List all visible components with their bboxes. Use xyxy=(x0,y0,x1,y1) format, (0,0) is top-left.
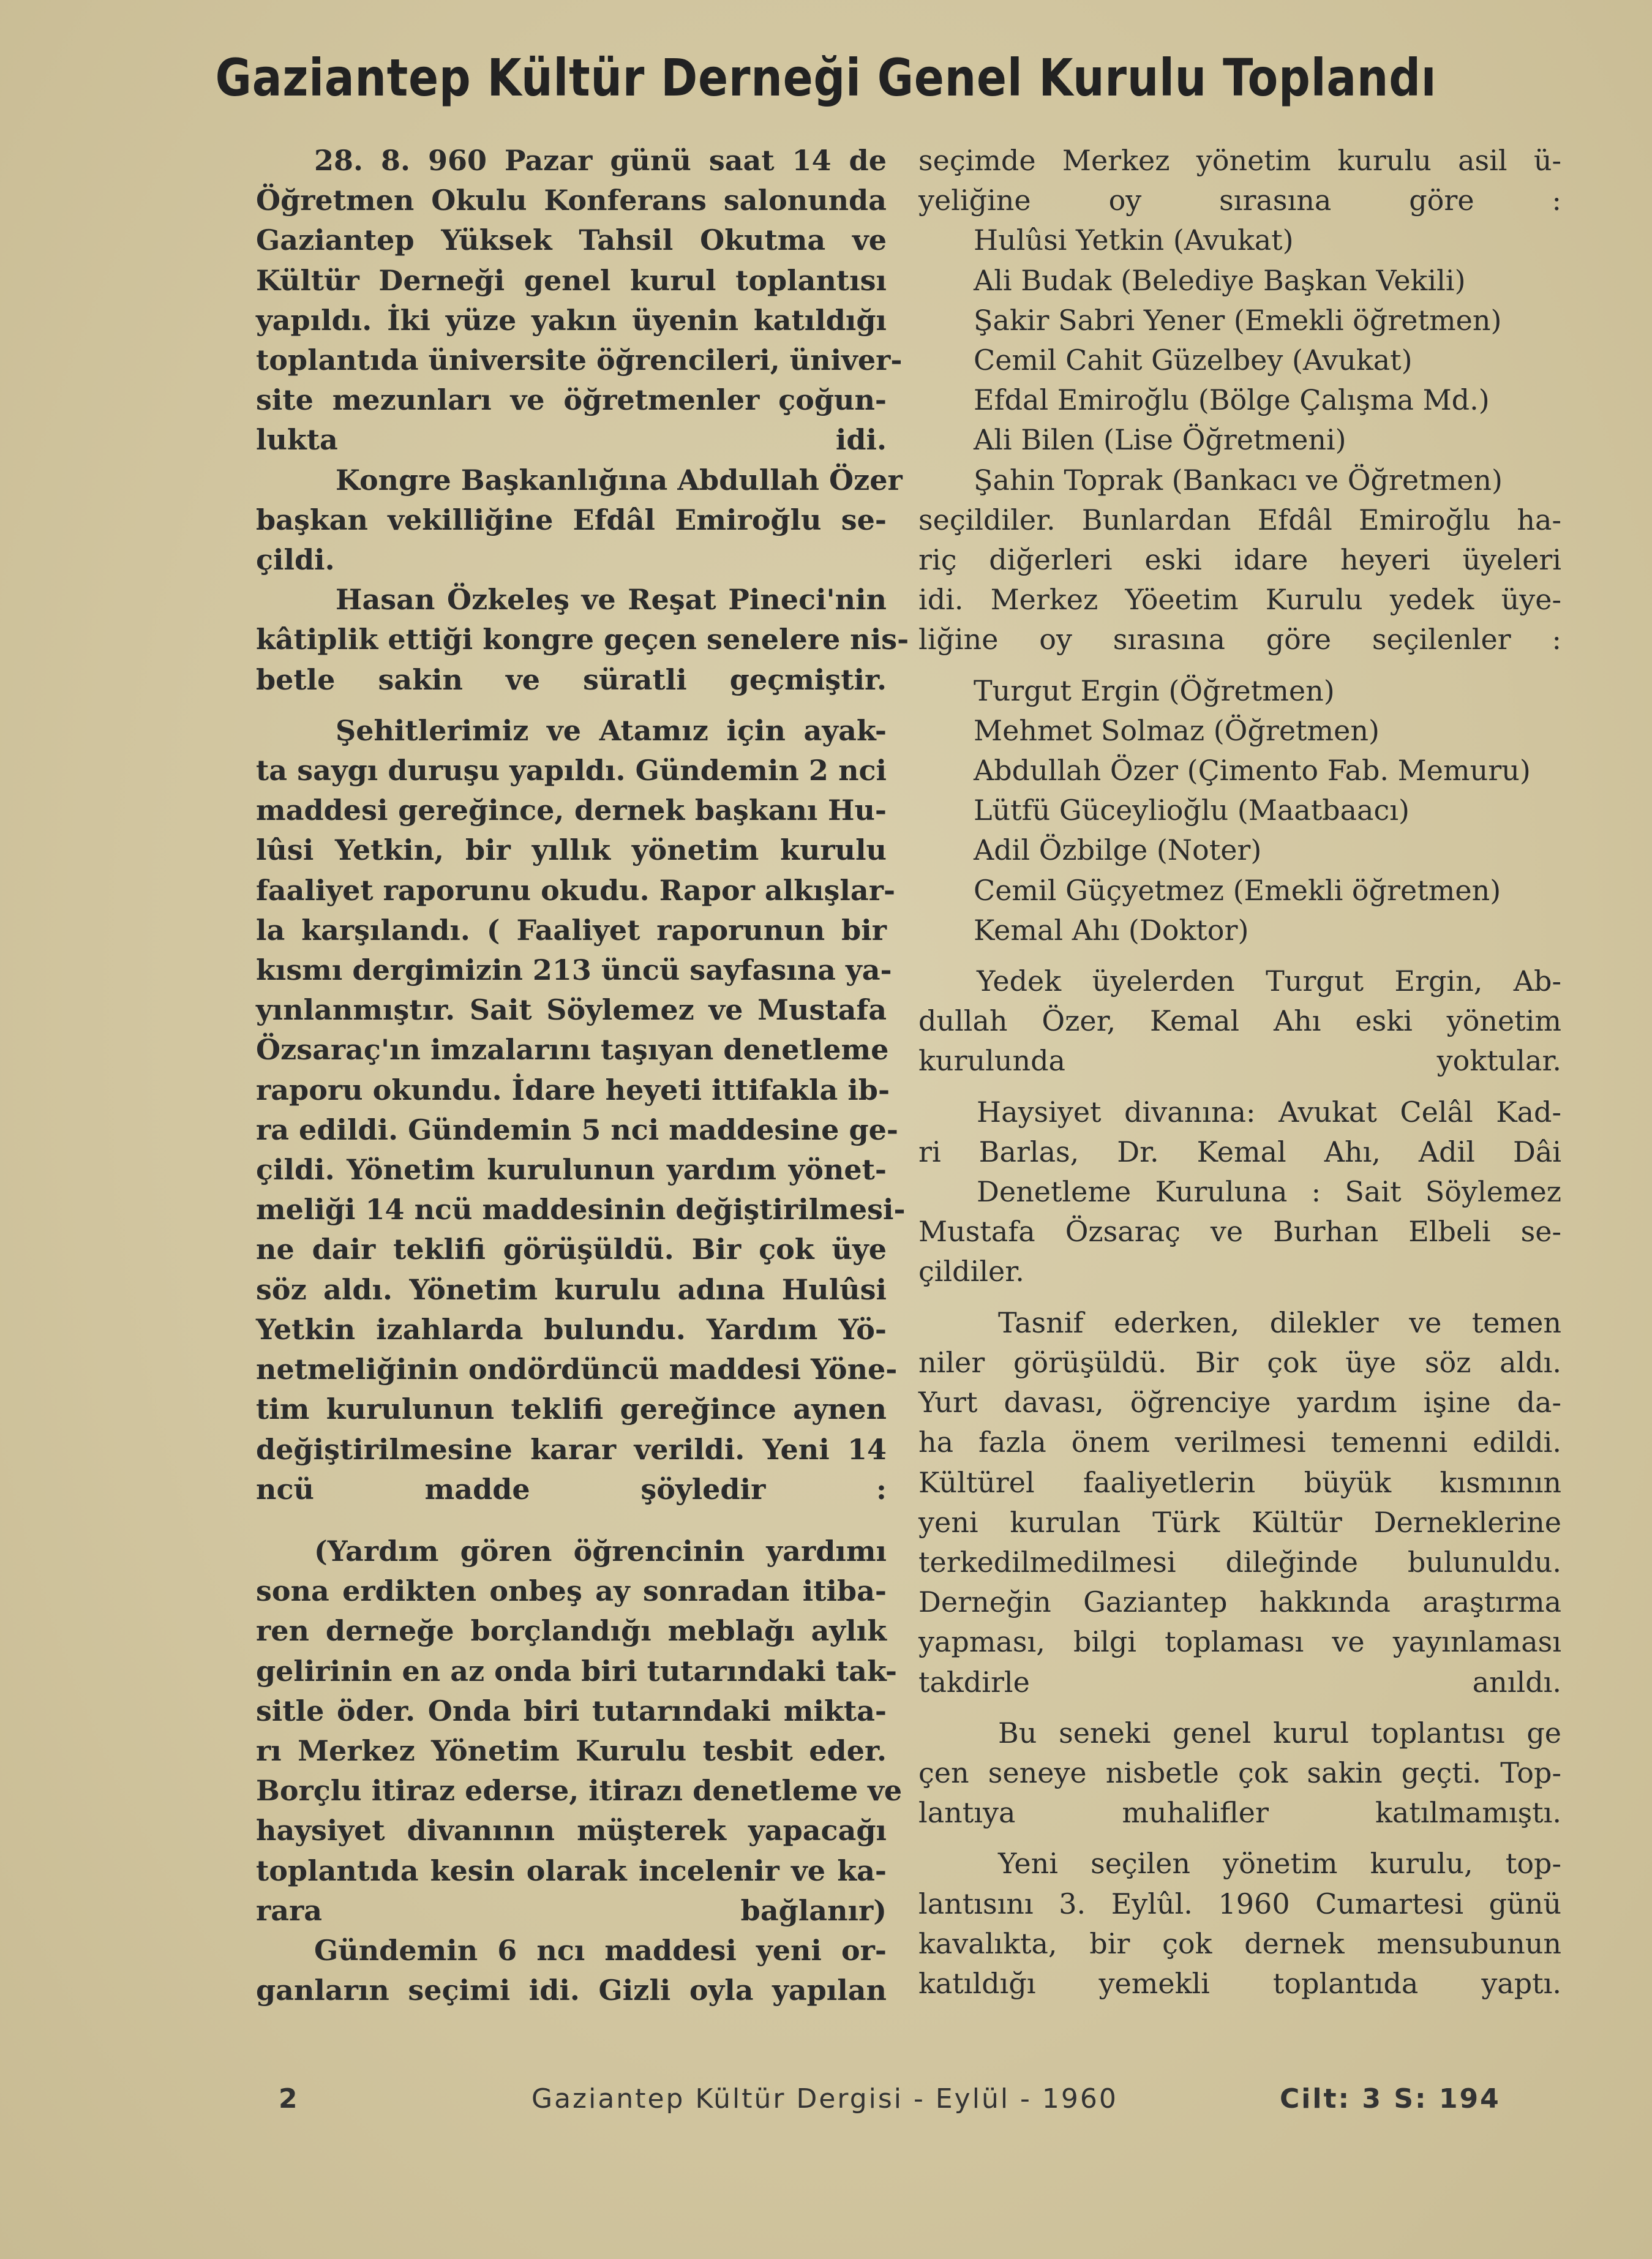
text-line: Yeni seçilen yönetim kurulu, top- xyxy=(998,1847,1561,1881)
text-line: Gündemin 6 ncı maddesi yeni or- xyxy=(314,1933,887,1967)
text-line: çildi. Yönetim kurulunun yardım yönet- xyxy=(256,1153,887,1187)
text-line: Yurt davası, öğrenciye yardım işine da- xyxy=(918,1386,1561,1419)
text-line: ta saygı duruşu yapıldı. Gündemin 2 nci xyxy=(256,754,887,787)
text-line: liğine oy sırasına göre seçilenler : xyxy=(918,623,1561,656)
text-line: Abdullah Özer (Çimento Fab. Memuru) xyxy=(974,754,1531,787)
text-line: la karşılandı. ( Faaliyet raporunun bir xyxy=(256,913,887,947)
text-line: Haysiyet divanına: Avukat Celâl Kad- xyxy=(977,1095,1561,1129)
text-line: maddesi gereğince, dernek başkanı Hu- xyxy=(256,794,887,827)
text-line: Yedek üyelerden Turgut Ergin, Ab- xyxy=(977,964,1561,998)
text-line: kısmı dergimizin 213 üncü sayfasına ya- xyxy=(256,953,892,987)
text-line: seçimde Merkez yönetim kurulu asil ü- xyxy=(918,144,1561,177)
text-line: Borçlu itiraz ederse, itirazı denetleme ve xyxy=(256,1774,903,1808)
text-line: Ali Bilen (Lise Öğretmeni) xyxy=(974,423,1346,457)
text-line: Şakir Sabri Yener (Emekli öğretmen) xyxy=(974,303,1502,337)
journal-name: Gaziantep Kültür Dergisi - Eylül - 1960 xyxy=(531,2083,1118,2114)
text-line: dullah Özer, Kemal Ahı eski yönetim xyxy=(918,1004,1561,1038)
text-line: Hulûsi Yetkin (Avukat) xyxy=(974,224,1294,257)
text-line: 28. 8. 960 Pazar günü saat 14 de xyxy=(314,144,887,177)
article-title: Gaziantep Kültür Derneği Genel Kurulu Toplandı xyxy=(215,48,1437,108)
text-line: Mustafa Özsaraç ve Burhan Elbeli se- xyxy=(918,1215,1561,1249)
text-line: rı Merkez Yönetim Kurulu tesbit eder. xyxy=(256,1734,887,1767)
text-line: ganların seçimi idi. Gizli oyla yapılan xyxy=(256,1974,887,2007)
text-line: betle sakin ve süratli geçmiştir. xyxy=(256,663,887,696)
text-line: takdirle anıldı. xyxy=(918,1665,1561,1699)
text-line: toplantıda üniversite öğrencileri, üniver- xyxy=(256,344,903,377)
text-line: haysiyet divanının müşterek yapacağı xyxy=(256,1814,887,1847)
text-line: gelirinin en az onda biri tutarındaki tak- xyxy=(256,1654,897,1688)
text-line: Efdal Emiroğlu (Bölge Çalışma Md.) xyxy=(974,383,1490,417)
text-line: Cemil Güçyetmez (Emekli öğretmen) xyxy=(974,873,1501,907)
text-line: lukta idi. xyxy=(256,423,887,457)
text-line: çildi. xyxy=(256,543,335,577)
text-line: katıldığı yemekli toplantıda yaptı. xyxy=(918,1966,1561,2000)
text-line: rara bağlanır) xyxy=(256,1893,887,1927)
text-line: çen seneye nisbetle çok sakin geçti. Top- xyxy=(918,1756,1561,1789)
text-line: sona erdikten onbeş ay sonradan itiba- xyxy=(256,1574,887,1608)
text-line: Tasnif ederken, dilekler ve temen xyxy=(998,1306,1561,1339)
text-line: faaliyet raporunu okudu. Rapor alkışlar- xyxy=(256,873,896,907)
text-line: Yetkin izahlarda bulundu. Yardım Yö- xyxy=(256,1312,887,1346)
text-line: kurulunda yoktular. xyxy=(918,1044,1561,1078)
text-line: Bu seneki genel kurul toplantısı ge xyxy=(998,1716,1561,1750)
text-line: Ali Budak (Belediye Başkan Vekili) xyxy=(974,263,1466,297)
left-column xyxy=(256,141,909,2010)
text-line: Gaziantep Yüksek Tahsil Okutma ve xyxy=(256,224,887,257)
text-line: yapıldı. İki yüze yakın üyenin katıldığı xyxy=(256,303,887,337)
text-line: lantıya muhalifler katılmamıştı. xyxy=(918,1796,1561,1830)
text-line: niler görüşüldü. Bir çok üye söz aldı. xyxy=(918,1345,1561,1379)
page-number: 2 xyxy=(279,2083,299,2114)
text-line: ha fazla önem verilmesi temenni edildi. xyxy=(918,1426,1561,1459)
text-line: Cemil Cahit Güzelbey (Avukat) xyxy=(974,344,1413,377)
text-line: Turgut Ergin (Öğretmen) xyxy=(974,674,1335,707)
page-footer xyxy=(0,2083,1652,2120)
text-line: raporu okundu. İdare heyeti ittifakla ib- xyxy=(256,1073,890,1107)
text-line: lantısını 3. Eylûl. 1960 Cumartesi günü xyxy=(918,1887,1561,1920)
text-line: ncü madde şöyledir : xyxy=(256,1472,887,1506)
text-line: Şahin Toprak (Bankacı ve Öğretmen) xyxy=(974,463,1503,497)
text-line: yeni kurulan Türk Kültür Derneklerine xyxy=(918,1505,1561,1539)
text-line: Kültür Derneği genel kurul toplantısı xyxy=(256,263,887,297)
text-line: Özsaraç'ın imzalarını taşıyan denetleme xyxy=(256,1033,889,1067)
text-line: Kongre Başkanlığına Abdullah Özer xyxy=(336,463,903,497)
text-line: Kültürel faaliyetlerin büyük kısmının xyxy=(918,1465,1561,1499)
text-line: Şehitlerimiz ve Atamız için ayak- xyxy=(336,713,887,747)
text-line: toplantıda kesin olarak incelenir ve ka- xyxy=(256,1854,887,1887)
text-line: yınlanmıştır. Sait Söylemez ve Mustafa xyxy=(256,993,887,1027)
text-line: Hasan Özkeleş ve Reşat Pineci'nin xyxy=(336,583,887,617)
text-line: çildiler. xyxy=(918,1255,1024,1288)
text-line: terkedilmedilmesi dileğinde bulunuldu. xyxy=(918,1545,1561,1579)
text-line: Öğretmen Okulu Konferans salonunda xyxy=(256,184,887,217)
text-line: kavalıkta, bir çok dernek mensubunun xyxy=(918,1926,1561,1960)
text-line: Lütfü Güceylioğlu (Maatbaacı) xyxy=(974,794,1410,827)
text-line: (Yardım gören öğrencinin yardımı xyxy=(314,1534,887,1568)
text-line: değiştirilmesine karar verildi. Yeni 14 xyxy=(256,1432,887,1466)
text-line: Mehmet Solmaz (Öğretmen) xyxy=(974,713,1380,747)
text-line: ra edildi. Gündemin 5 nci maddesine ge- xyxy=(256,1113,898,1146)
text-line: Adil Özbilge (Noter) xyxy=(974,833,1262,867)
text-line: meliği 14 ncü maddesinin değiştirilmesi- xyxy=(256,1193,906,1227)
text-line: ne dair teklifi görüşüldü. Bir çok üye xyxy=(256,1233,887,1266)
text-line: riç diğerleri eski idare heyeri üyeleri xyxy=(918,543,1561,577)
text-line: söz aldı. Yönetim kurulu adına Hulûsi xyxy=(256,1272,887,1306)
text-line: Denetleme Kuruluna : Sait Söylemez xyxy=(977,1175,1561,1209)
text-line: Kemal Ahı (Doktor) xyxy=(974,913,1249,947)
text-line: sitle öder. Onda biri tutarındaki mikta- xyxy=(256,1694,887,1727)
text-line: seçildiler. Bunlardan Efdâl Emiroğlu ha- xyxy=(918,503,1561,536)
text-line: ri Barlas, Dr. Kemal Ahı, Adil Dâi xyxy=(918,1135,1561,1168)
text-line: idi. Merkez Yöeetim Kurulu yedek üye- xyxy=(918,583,1561,617)
right-column xyxy=(918,141,1561,2004)
text-line: site mezunları ve öğretmenler çoğun- xyxy=(256,383,887,417)
volume-issue: Cilt: 3 S: 194 xyxy=(1280,2083,1501,2114)
text-line: tim kurulunun teklifi gereğince aynen xyxy=(256,1393,887,1426)
text-line: Derneğin Gaziantep hakkında araştırma xyxy=(918,1585,1561,1619)
text-line: başkan vekilliğine Efdâl Emiroğlu se- xyxy=(256,503,887,536)
text-line: ren derneğe borçlandığı meblağı aylık xyxy=(256,1614,887,1648)
text-line: kâtiplik ettiği kongre geçen senelere nis- xyxy=(256,623,909,656)
text-line: yapması, bilgi toplaması ve yayınlaması xyxy=(918,1625,1561,1659)
text-line: yeliğine oy sırasına göre : xyxy=(918,184,1561,217)
text-line: lûsi Yetkin, bir yıllık yönetim kurulu xyxy=(256,833,887,867)
text-line: netmeliğinin ondördüncü maddesi Yöne- xyxy=(256,1353,898,1386)
